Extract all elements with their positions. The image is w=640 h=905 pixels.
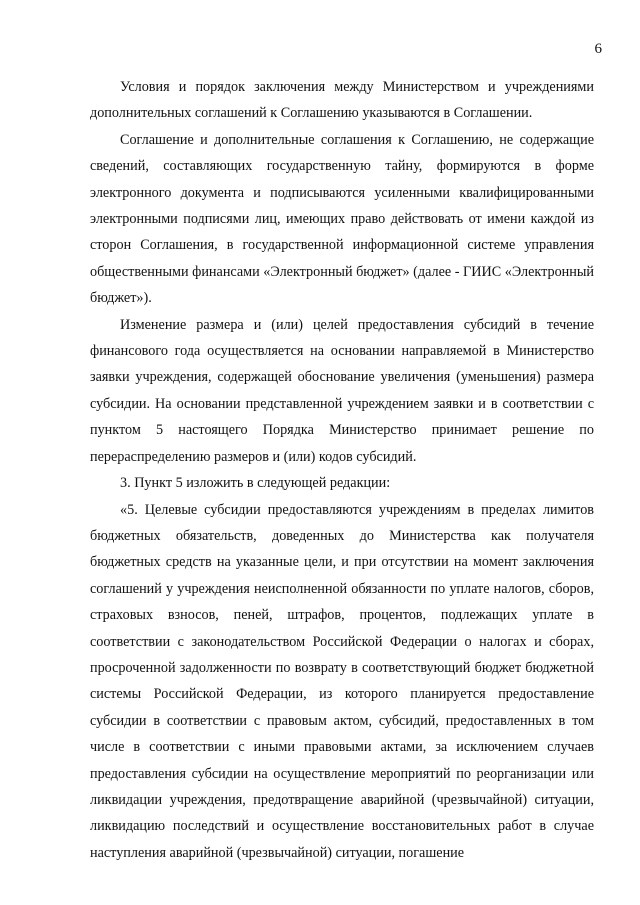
- document-body: [90, 74, 594, 866]
- paragraph-subsidy-change: Изменение размера и (или) целей предоставления субсидий в течение финансового года осуществляется на основании направляемой в Министерство заявки учреждения, содержащей обоснование увеличения (уменьшения) размера субсидии. На основании представленной учреждением заявки и в соответствии с пунктом 5 настоящего Порядка Министерство принимает решение по перераспределению размеров и (или) кодов субсидий.: [90, 316, 594, 465]
- page-number: 6: [594, 41, 602, 57]
- paragraph-agreement-conditions: Условия и порядок заключения между Министерством и учреждениями дополнительных соглашений к Соглашению указываются в Соглашении.: [90, 79, 594, 122]
- paragraph-item-5-new-wording: «5. Целевые субсидии предоставляются учреждениям в пределах лимитов бюджетных обязательств, доведенных до Министерства как получателя бюджетных средств на указанные цели, и при отсутствии на момент заключения соглашений у учреждения неисполненной обязанности по уплате налогов, сборов, страховых взносов, пеней, штрафов, процентов, подлежащих уплате в соответствии с законодательством Российской Федерации о налогах и сборах, просроченной задолженности по возврату в соответствующий бюджет бюджетной системы Российской Федерации, из которого планируется предоставление субсидии в соответствии с правовым актом, субсидий, предоставленных в том числе в соответствии с иными правовыми актами, за исключением случаев предоставления субсидии на осуществление мероприятий по реорганизации или ликвидации учреждения, предотвращение аварийной (чрезвычайной) ситуации, ликвидацию последствий и осуществление восстановительных работ в случае наступления аварийной (чрезвычайной) ситуации, погашение: [90, 501, 594, 861]
- paragraph-item-3: 3. Пункт 5 изложить в следующей редакции:: [120, 475, 391, 492]
- paragraph-electronic-signature: Соглашение и дополнительные соглашения к Соглашению, не содержащие сведений, составляющих государственную тайну, формируются в форме электронного документа и подписываются усиленными квалифицированными электронными подписями лиц, имеющих право действовать от имени каждой из сторон Соглашения, в государственной информационной системе управления общественными финансами «Электронный бюджет» (далее - ГИИС «Электронный бюджет»).: [90, 131, 594, 307]
